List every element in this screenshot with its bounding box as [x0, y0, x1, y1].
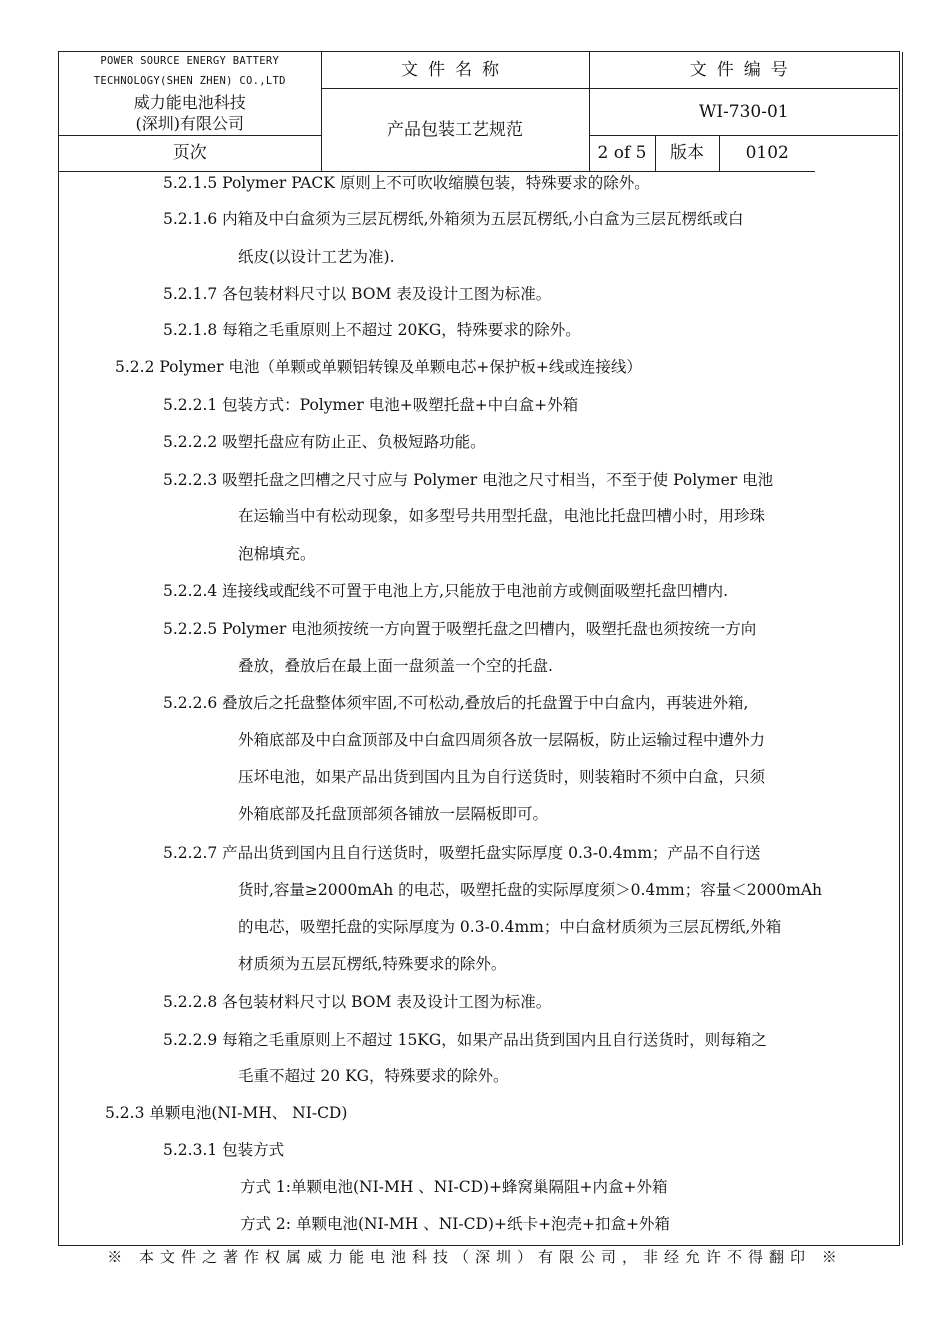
doc-name-label: 文件名称 [321, 52, 589, 88]
company-name-cn-2: (深圳)有限公司 [135, 114, 244, 134]
text-line: 泡棉填充。 [238, 545, 316, 563]
text-line: 方式 2: 单颗电池(NI-MH 、NI-CD)+纸卡+泡壳+扣盒+外箱 [240, 1215, 670, 1233]
version-value: 0102 [719, 136, 815, 172]
page-value: 2 of 5 [589, 136, 655, 172]
text-line: 材质须为五层瓦楞纸,特殊要求的除外。 [238, 955, 507, 973]
text-line: 在运输当中有松动现象，如多型号共用型托盘，电池比托盘凹槽小时，用珍珠 [238, 507, 766, 525]
text-line: 毛重不超过 20 KG，特殊要求的除外。 [238, 1067, 509, 1085]
text-line: 货时,容量≥2000mAh 的电芯，吸塑托盘的实际厚度须＞0.4mm；容量＜2000mAh [238, 881, 823, 899]
page-label-cell [59, 136, 321, 172]
text-line: 外箱底部及托盘顶部须各铺放一层隔板即可。 [238, 805, 549, 823]
page-label: 页次 [172, 143, 207, 164]
text-line: 压坏电池，如果产品出货到国内且为自行送货时，则装箱时不须中白盒，只须 [238, 768, 766, 786]
text-line: 5.2.2.5 Polymer 电池须按统一方向置于吸塑托盘之凹槽内，吸塑托盘也须按统一方向 [163, 620, 757, 638]
text-line: 5.2.1.8 每箱之毛重原则上不超过 20KG，特殊要求的除外。 [163, 321, 581, 339]
version-label: 版本 [655, 136, 719, 172]
text-line: 5.2.2.7 产品出货到国内且自行送货时，吸塑托盘实际厚度 0.3-0.4mm；产品不自行送 [163, 844, 761, 862]
text-line: 5.2.3 单颗电池(NI-MH、 NI-CD) [105, 1104, 348, 1122]
text-line: 5.2.2.9 每箱之毛重原则上不超过 15KG，如果产品出货到国内且自行送货时，则每箱之 [163, 1031, 767, 1049]
company-name-en-2: TECHNOLOGY(SHEN ZHEN) CO.,LTD [93, 74, 286, 87]
text-line: 纸皮(以设计工艺为准). [238, 248, 395, 266]
text-line: 5.2.3.1 包装方式 [163, 1141, 285, 1159]
copyright-footer: ※ 本文件之著作权属威力能电池科技（深圳）有限公司，非经允许不得翻印 ※ [107, 1248, 843, 1266]
doc-no-label: 文件编号 [589, 52, 898, 88]
text-line: 5.2.2.1 包装方式：Polymer 电池+吸塑托盘+中白盒+外箱 [163, 396, 579, 414]
text-line: 5.2.2.6 叠放后之托盘整体须牢固,不可松动,叠放后的托盘置于中白盒内，再装进外箱, [163, 694, 749, 712]
text-line: 5.2.1.6 内箱及中白盒须为三层瓦楞纸,外箱须为五层瓦楞纸,小白盒为三层瓦楞纸或白 [163, 210, 744, 228]
doc-name: 产品包装工艺规范 [321, 88, 589, 172]
text-line: 5.2.1.5 Polymer PACK 原则上不可吹收缩膜包装，特殊要求的除外。 [163, 174, 650, 192]
text-line: 的电芯，吸塑托盘的实际厚度为 0.3-0.4mm；中白盒材质须为三层瓦楞纸,外箱 [238, 918, 782, 936]
text-line: 外箱底部及中白盒顶部及中白盒四周须各放一层隔板，防止运输过程中遭外力 [238, 731, 766, 749]
text-line: 5.2.2.4 连接线或配线不可置于电池上方,只能放于电池前方或侧面吸塑托盘凹槽内. [163, 582, 729, 600]
company-name-cn-1: 威力能电池科技 [133, 92, 246, 112]
company-cell [59, 52, 321, 136]
text-line: 叠放，叠放后在最上面一盘须盖一个空的托盘. [238, 657, 553, 675]
text-line: 5.2.2.8 各包装材料尺寸以 BOM 表及设计工图为标准。 [163, 993, 552, 1011]
text-line: 5.2.1.7 各包装材料尺寸以 BOM 表及设计工图为标准。 [163, 285, 552, 303]
text-line: 5.2.2.3 吸塑托盘之凹槽之尺寸应与 Polymer 电池之尺寸相当，不至于使 Polymer 电池 [163, 471, 774, 489]
document-header-table [59, 52, 898, 172]
text-line: 方式 1:单颗电池(NI-MH 、NI-CD)+蜂窝巢隔阻+内盒+外箱 [240, 1178, 668, 1196]
text-line: 5.2.2 Polymer 电池（单颗或单颗铝转镍及单颗电芯+保护板+线或连接线） [115, 358, 642, 376]
doc-no: WI-730-01 [589, 88, 898, 136]
text-line: 5.2.2.2 吸塑托盘应有防止正、负极短路功能。 [163, 433, 486, 451]
company-name-en-1: POWER SOURCE ENERGY BATTERY [100, 55, 280, 67]
